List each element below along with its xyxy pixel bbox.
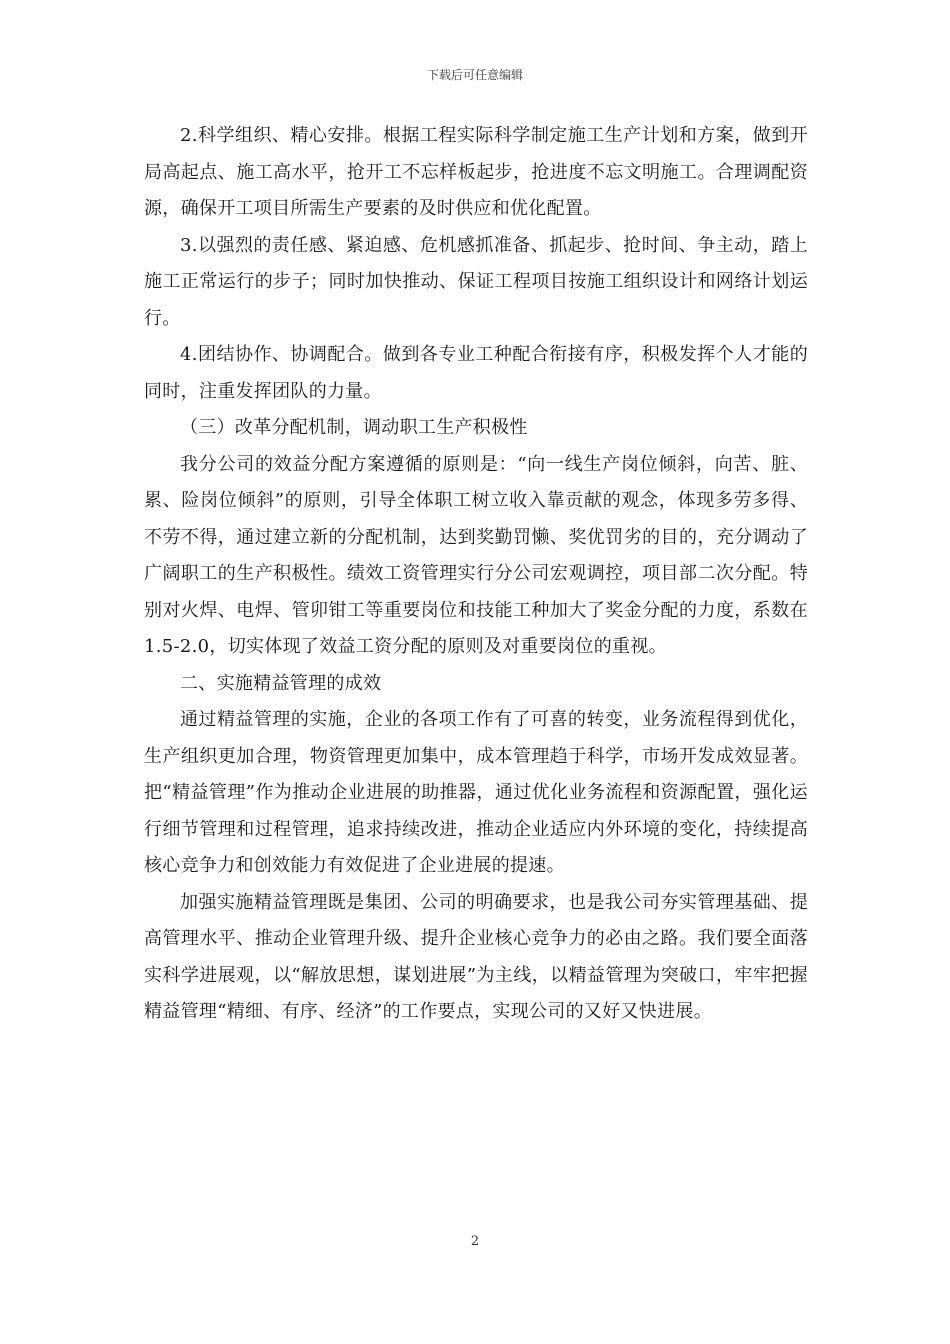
- paragraph-results: 通过精益管理的实施，企业的各项工作有了可喜的转变，业务流程得到优化，生产组织更加合理，物资管理更加集中，成本管理趋于科学，市场开发成效显著。把“精益管理”作为推动企业进展的助推器，通过优化业务流程和资源配置，强化运行细节管理和过程管理，追求持续改进，推动企业适应内外环境的变化，持续提高核心竞争力和创效能力有效促进了企业进展的提速。: [144, 709, 808, 876]
- paragraph-distribution-principle: 我分公司的效益分配方案遵循的原则是：“向一线生产岗位倾斜，向苦、脏、累、险岗位倾斜”的原则，引导全体职工树立收入靠贡献的观念，体现多劳多得、不劳不得，通过建立新的分配机制，达到奖勤罚懒、奖优罚劣的目的，充分调动了广阔职工的生产积极性。绩效工资管理实行分公司宏观调控，项目部二次分配。特别对火焊、电焊、管卯钳工等重要岗位和技能工种加大了奖金分配的力度，系数在1.5-2.0，切实体现了效益工资分配的原则及对重要岗位的重视。: [144, 453, 808, 657]
- paragraph-item-4: 4.团结协作、协调配合。做到各专业工种配合衔接有序，积极发挥个人才能的同时，注重发挥团队的力量。: [144, 344, 808, 402]
- document-body: [144, 118, 808, 1031]
- paragraph-item-2: 2.科学组织、精心安排。根据工程实际科学制定施工生产计划和方案，做到开局高起点、施工高水平，抢开工不忘样板起步，抢进度不忘文明施工。合理调配资源，确保开工项目所需生产要素的及时供应和优化配置。: [144, 125, 808, 219]
- page-number: 2: [470, 1234, 480, 1249]
- paragraph-conclusion: 加强实施精益管理既是集团、公司的明确要求，也是我公司夯实管理基础、提高管理水平、推动企业管理升级、提升企业核心竞争力的必由之路。我们要全面落实科学进展观，以“解放思想，谋划进展”为主线，以精益管理为突破口，牢牢把握精益管理“精细、有序、经济”的工作要点，实现公司的又好又快进展。: [144, 891, 808, 1022]
- section-heading-reform-distribution: （三）改革分配机制，调动职工生产积极性: [180, 417, 528, 438]
- section-heading-results: 二、实施精益管理的成效: [180, 672, 382, 694]
- paragraph-item-3: 3.以强烈的责任感、紧迫感、危机感抓准备、抓起步、抢时间、争主动，踏上施工正常运行的步子；同时加快推动、保证工程项目按施工组织设计和网络计划运行。: [144, 234, 808, 329]
- page-header: 下载后可任意编辑: [426, 68, 523, 82]
